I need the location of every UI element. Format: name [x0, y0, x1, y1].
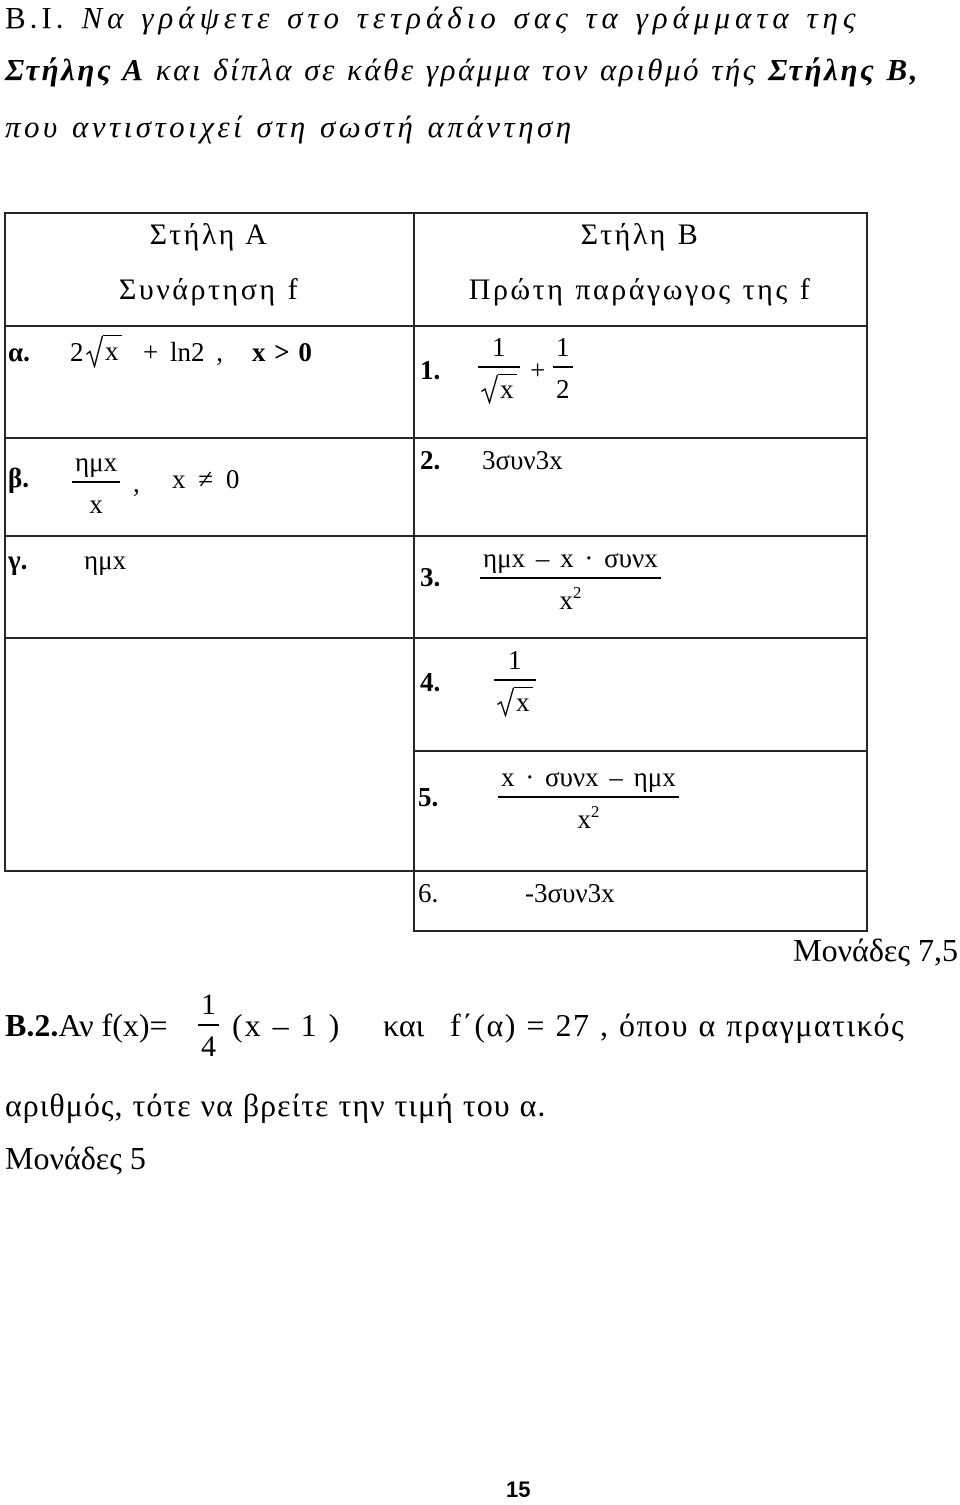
derivative-6-expression: -3συν3x: [525, 878, 615, 908]
derivative-label-1: 1.: [420, 355, 441, 385]
fraction-numerator: ημx: [75, 447, 118, 477]
fraction-numerator: 1: [508, 645, 522, 675]
square-root: [497, 687, 533, 717]
table-header-column-b: [413, 212, 868, 327]
table-cell-derivative-4: [413, 637, 868, 752]
function-alpha-radicand: x: [103, 335, 122, 367]
radical-sign: [481, 374, 498, 404]
intro-line-2: [5, 52, 920, 88]
radical-sign: [497, 687, 514, 717]
fraction-denominator: 2: [556, 373, 570, 404]
derivative-1-fraction-2: [553, 332, 573, 404]
function-alpha-coefficient: 2: [70, 337, 84, 367]
derivative-label-2: 2.: [420, 445, 441, 475]
table-cell-derivative-6: [413, 870, 868, 932]
fraction-numerator: ημx – x · συνx: [483, 543, 658, 573]
fraction-denominator: [556, 579, 584, 615]
derivative-1-operator: +: [530, 355, 546, 385]
table-cell-derivative-2: [413, 437, 868, 537]
column-b-subtitle: Πρώτη παράγωγος της f: [468, 273, 813, 306]
table-cell-derivative-3: [413, 535, 868, 639]
fraction-numerator: 1: [201, 988, 216, 1021]
denominator-base: x: [559, 584, 573, 615]
derivative-2-expression: 3συν3x: [482, 445, 563, 475]
question-b2-condition: f΄(α) = 27 , όπου α πραγματικός: [450, 1007, 906, 1043]
radical-sign: [86, 335, 103, 368]
function-label-gamma: γ.: [8, 545, 28, 575]
fraction-denominator: [494, 681, 536, 723]
table-header-column-a: [4, 212, 415, 327]
derivative-label-4: 4.: [420, 667, 441, 697]
radicand: x: [514, 687, 533, 716]
column-b-title: Στήλη Β: [580, 218, 701, 251]
page-number: 15: [506, 1477, 531, 1502]
function-alpha-condition: x > 0: [252, 337, 312, 367]
column-a-reference: Στήλης Α: [5, 52, 146, 87]
function-gamma-expression: ημx: [84, 545, 127, 575]
question-b2-fraction: [198, 990, 219, 1062]
table-cell-empty: [4, 637, 415, 872]
section-label: Β.Ι.: [5, 0, 68, 35]
table-cell-function-beta: [4, 437, 415, 537]
points-b1: Μονάδες 7,5: [793, 932, 958, 968]
denominator-base: x: [577, 803, 591, 834]
fraction-denominator: 4: [201, 1029, 216, 1063]
derivative-1-fraction-1: [478, 332, 520, 410]
question-b2-conjunction: και: [383, 1007, 425, 1043]
derivative-label-6: 6.: [418, 878, 439, 908]
table-cell-derivative-5: [413, 750, 868, 872]
derivative-label-5: 5.: [418, 782, 439, 812]
function-alpha-rest: + ln2 ,: [143, 337, 223, 367]
intro-line-3: που αντιστοιχεί στη σωστή απάντηση: [5, 109, 575, 144]
intro-line-1: [5, 0, 861, 36]
instruction-text-2: και δίπλα σε κάθε γράμμα τον αριθμό τής: [155, 52, 758, 87]
fraction-numerator: x · συνx – ημx: [501, 762, 676, 792]
table-cell-derivative-1: [413, 325, 868, 439]
points-b2: Μονάδες 5: [5, 1140, 146, 1176]
denominator-exponent: 2: [590, 801, 600, 821]
question-b2-line-2: αριθμός, τότε να βρείτε την τιμή του α.: [5, 1087, 547, 1123]
square-root: [481, 374, 517, 404]
function-beta-separator: ,: [133, 468, 140, 498]
derivative-label-3: 3.: [420, 562, 441, 592]
function-alpha-square-root: [86, 335, 122, 368]
column-b-reference: Στήλης Β,: [768, 52, 920, 87]
question-b2-label: Β.2.: [5, 1007, 59, 1043]
denominator-exponent: 2: [572, 582, 582, 602]
question-b2-factor: (x – 1 ): [232, 1007, 342, 1043]
column-a-subtitle: Συνάρτηση f: [118, 273, 301, 306]
derivative-3-fraction: [480, 543, 661, 615]
fraction-denominator: [574, 798, 602, 834]
question-b2-lead: [5, 1007, 168, 1043]
function-label-beta: β.: [8, 463, 29, 493]
radicand: x: [498, 374, 517, 403]
table-cell-function-alpha: [4, 325, 415, 439]
fraction-numerator: 1: [492, 332, 506, 362]
column-a-title: Στήλη Α: [149, 218, 270, 251]
question-b2-intro: Αν f(x)=: [58, 1007, 168, 1043]
fraction-denominator: [478, 368, 520, 410]
fraction-numerator: 1: [556, 332, 570, 362]
derivative-5-fraction: [498, 762, 679, 834]
instruction-text-1: Να γράψετε στο τετράδιο σας τα γράμματα της: [81, 0, 861, 35]
function-label-alpha: α.: [8, 337, 30, 367]
function-beta-condition: x ≠ 0: [172, 464, 240, 494]
fraction-denominator: x: [89, 488, 103, 519]
function-beta-fraction: [72, 447, 120, 519]
derivative-4-fraction: [494, 645, 536, 723]
table-cell-function-gamma: [4, 535, 415, 639]
